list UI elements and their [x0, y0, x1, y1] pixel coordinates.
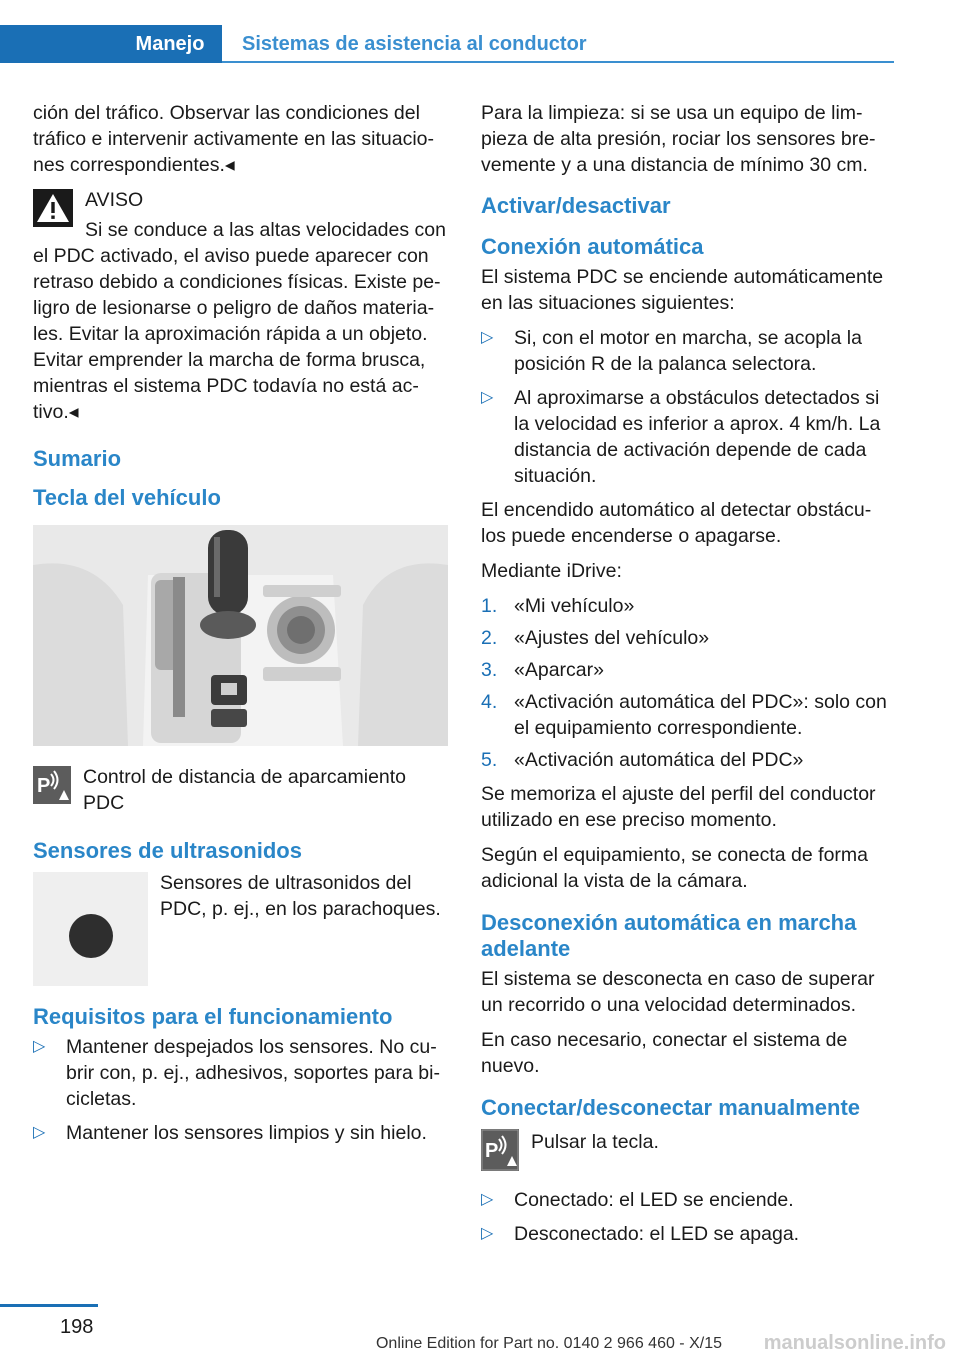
sensor-row — [33, 870, 448, 986]
list-item — [481, 1221, 893, 1247]
step-number: 4. — [481, 691, 498, 713]
watermark: manualsonline.info — [763, 1332, 946, 1354]
cleaning-paragraph: Para la limpieza: si se usa un equipo de lim-pieza de alta presión, rociar los sensores bre-vemente y a una distancia de mínimo 30 cm. — [481, 102, 876, 176]
step-number: 1. — [481, 595, 498, 617]
heading-desconexion: Desconexión automática en marcha adelante — [481, 910, 857, 961]
ultrasonic-sensor-image — [33, 872, 148, 986]
pdc-button-row — [33, 764, 448, 816]
list-item — [33, 1120, 448, 1146]
triangle-bullet-icon: ▷ — [481, 329, 494, 346]
heading-manual: Conectar/desconectar manualmente — [481, 1095, 861, 1120]
warning-text: Si se conduce a las altas velocidades con — [85, 219, 446, 241]
warning-triangle-icon — [33, 189, 73, 232]
pdc-caption: Control de distancia de aparcamiento PDC — [83, 766, 407, 814]
triangle-bullet-icon: ▷ — [481, 389, 494, 406]
list-item — [481, 385, 893, 489]
intro-paragraph: ción del tráfico. Observar las condiciones del tráfico e intervenir activamente en las situacio-nes correspondientes.◂ — [33, 102, 435, 176]
step-number: 3. — [481, 659, 498, 681]
left-column — [33, 100, 448, 1154]
heading-conexion: Conexión automática — [481, 234, 704, 259]
sensores-text: Sensores de ultrasonidos del PDC, p. ej., en los parachoques. — [160, 872, 441, 920]
header-bar — [0, 25, 118, 63]
list-item — [481, 325, 893, 377]
step-number: 2. — [481, 627, 498, 649]
heading-tecla: Tecla del vehículo — [33, 485, 221, 510]
step-text: «Mi vehículo» — [514, 595, 635, 617]
requisitos-list — [33, 1034, 448, 1146]
step-number: 5. — [481, 749, 498, 771]
page-number: 198 — [60, 1316, 94, 1338]
requisito-text: Mantener despejados los sensores. No cu-brir con, p. ej., adhesivos, soportes para bi-cicletas. — [66, 1036, 440, 1110]
heading-sumario: Sumario — [33, 446, 122, 471]
console-photo — [33, 525, 448, 746]
list-item — [481, 1187, 893, 1213]
warning-title: AVISO — [85, 189, 144, 211]
warning-text-continued: el PDC activado, el aviso puede aparecer con retraso debido a condiciones físicas. Existe pe-ligro de lesionarse o peligro de daños materia-les. Evitar la aproximación rápida a un objeto. Evitar emprender la marcha de forma brusca, mientras el sistema PDC todavía no está ac-tivo.◂ — [33, 245, 441, 423]
conexion-item-text: Si, con el motor en marcha, se acopla la posición R de la palanca selectora. — [514, 327, 862, 375]
triangle-bullet-icon: ▷ — [481, 1225, 494, 1242]
svg-text:P: P — [485, 1140, 499, 1162]
necesario-text: En caso necesario, conectar el sistema de nuevo. — [481, 1029, 848, 1077]
edition-text: Online Edition for Part no. 0140 2 966 460 - X/15 — [375, 1335, 722, 1352]
step-text: «Ajustes del vehículo» — [514, 627, 710, 649]
manual-button-row — [481, 1129, 893, 1175]
header-tab-manejo[interactable]: Manejo — [118, 25, 222, 63]
list-item — [481, 657, 893, 683]
idrive-steps — [481, 593, 893, 773]
triangle-bullet-icon: ▷ — [33, 1038, 46, 1055]
list-item — [481, 689, 893, 741]
list-item — [481, 625, 893, 651]
conexion-list — [481, 325, 893, 489]
list-item — [481, 747, 893, 773]
list-item — [33, 1034, 448, 1112]
triangle-bullet-icon: ▷ — [33, 1124, 46, 1141]
desconexion-text: El sistema se desconecta en caso de superar un recorrido o una velocidad determinados. — [481, 968, 875, 1016]
step-text: «Activación automática del PDC»: solo con el equipamiento correspondiente. — [514, 691, 887, 739]
list-item — [481, 593, 893, 619]
heading-sensores: Sensores de ultrasonidos — [33, 838, 302, 863]
manual-list — [481, 1187, 893, 1247]
right-column — [481, 100, 893, 1255]
pdc-parking-icon — [481, 1129, 519, 1176]
footer-rule — [0, 1304, 98, 1307]
triangle-bullet-icon: ▷ — [481, 1191, 494, 1208]
memoriza-text: Se memoriza el ajuste del perfil del conductor utilizado en ese preciso momento. — [481, 783, 876, 831]
manual-item-text: Desconectado: el LED se apaga. — [514, 1223, 800, 1245]
pulsar-text: Pulsar la tecla. — [531, 1131, 659, 1153]
step-text: «Activación automática del PDC» — [514, 749, 804, 771]
heading-requisitos: Requisitos para el funcionamiento — [33, 1004, 393, 1029]
segun-text: Según el equipamiento, se conecta de forma adicional la vista de la cámara. — [481, 844, 869, 892]
svg-text:P: P — [37, 775, 51, 797]
header-section-title: Sistemas de asistencia al conductor — [242, 33, 587, 55]
heading-activar: Activar/desactivar — [481, 193, 671, 218]
header-rule — [222, 61, 894, 63]
manual-item-text: Conectado: el LED se enciende. — [514, 1189, 794, 1211]
step-text: «Aparcar» — [514, 659, 604, 681]
conexion-text: El sistema PDC se enciende automáticamente en las situaciones siguientes: — [481, 266, 884, 314]
idrive-text: Mediante iDrive: — [481, 560, 622, 582]
warning-block — [33, 187, 448, 425]
pdc-parking-icon — [33, 766, 71, 809]
conexion-item-text: Al aproximarse a obstáculos detectados si la velocidad es inferior a aprox. 4 km/h. La distancia de activación depende de cada situación. — [514, 387, 881, 487]
encendido-text: El encendido automático al detectar obstácu-los puede encenderse o apagarse. — [481, 499, 872, 547]
sensor-dot — [69, 914, 113, 958]
requisito-text: Mantener los sensores limpios y sin hielo. — [66, 1122, 427, 1144]
